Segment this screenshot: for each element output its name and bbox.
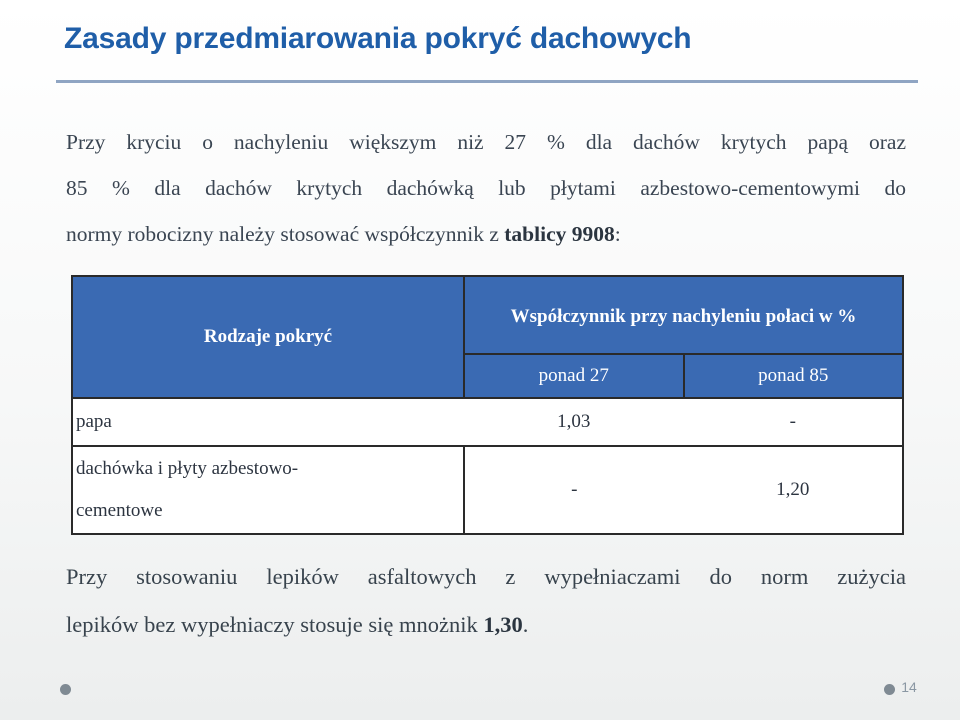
header-coefficient: Współczynnik przy nachyleniu połaci w % (464, 276, 903, 354)
title-divider (56, 80, 918, 83)
note-paragraph (66, 553, 906, 649)
intro-line-2: 85 % dla dachów krytych dachówką lub płytami azbestowo-cementowymi do (66, 176, 906, 200)
row-label-tiles (72, 446, 464, 534)
intro-line-3-suffix: : (614, 222, 621, 246)
subheader-over-27: ponad 27 (464, 354, 684, 398)
slide-title: Zasady przedmiarowania pokryć dachowych (64, 22, 692, 55)
cell-tiles-85: 1,20 (684, 446, 904, 534)
intro-line-3-prefix: normy robocizny należy stosować współczynnik z (66, 222, 499, 246)
note-line-2-suffix: . (522, 612, 529, 637)
table-header-row (72, 276, 903, 354)
table-reference: tablicy 9908 (504, 222, 615, 246)
intro-line-3 (66, 211, 906, 257)
header-cover-types: Rodzaje pokryć (72, 276, 464, 398)
row-label-tiles-line-2: cementowe (76, 500, 163, 521)
footer-dot-right (884, 684, 895, 695)
subheader-over-85: ponad 85 (684, 354, 904, 398)
note-line-2 (66, 601, 906, 649)
row-label-papa: papa (72, 398, 464, 446)
table-row (72, 398, 903, 446)
intro-line-1: Przy kryciu o nachyleniu większym niż 27 % dla dachów krytych papą oraz (66, 130, 906, 154)
multiplier-value: 1,30 (483, 612, 523, 637)
coefficient-table (71, 275, 904, 535)
cell-tiles-27: - (464, 446, 684, 534)
intro-paragraph (66, 119, 906, 257)
table-row (72, 446, 903, 534)
cell-papa-85: - (684, 398, 904, 446)
note-line-2-prefix: lepików bez wypełniaczy stosuje się mnożnik (66, 612, 478, 637)
cell-papa-27: 1,03 (464, 398, 684, 446)
footer-dot-left (60, 684, 71, 695)
row-label-tiles-line-1: dachówka i płyty azbestowo- (76, 458, 299, 479)
page-number: 14 (901, 679, 917, 695)
note-line-1: Przy stosowaniu lepików asfaltowych z wypełniaczami do norm zużycia (66, 564, 906, 589)
